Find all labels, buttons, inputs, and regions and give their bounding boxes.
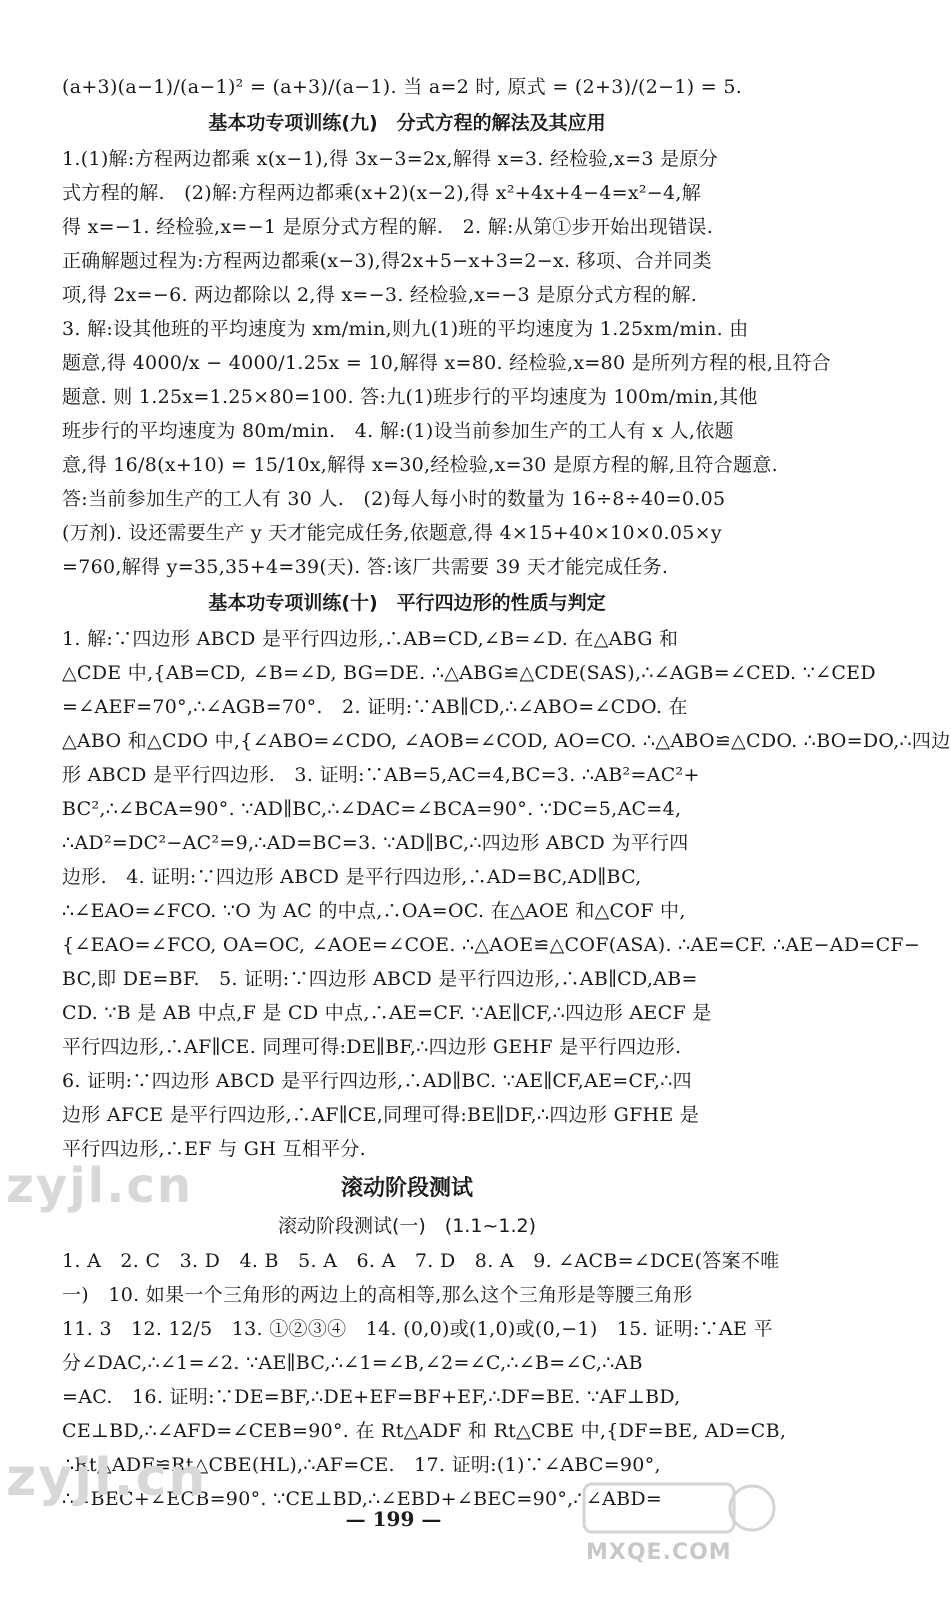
text-line: 式方程的解. (2)解:方程两边都乘(x+2)(x−2),得 x²+4x+4−4=x²−4,解 (62, 182, 702, 204)
heading-training-9: 基本功专项训练(九) 分式方程的解法及其应用 (208, 112, 606, 134)
text-line: 题意. 则 1.25x=1.25×80=100. 答:九(1)班步行的平均速度为 100m/min,其他 (62, 386, 758, 408)
text-line: {∠EAO=∠FCO, OA=OC, ∠AOE=∠COE. ∴△AOE≌△COF(ASA). ∴AE=CF. ∴AE−AD=CF− (62, 934, 921, 956)
text-line: △ABO 和△CDO 中,{∠ABO=∠CDO, ∠AOB=∠COD, AO=CO. ∴△ABO≌△CDO. ∴BO=DO,∴四边 (62, 730, 951, 752)
text-line: =AC. 16. 证明:∵DE=BF,∴DE+EF=BF+EF,∴DF=BE. ∵AF⊥BD, (62, 1386, 681, 1408)
text-line: 6. 证明:∵四边形 ABCD 是平行四边形,∴AD∥BC. ∵AE∥CF,AE=CF,∴四 (62, 1070, 692, 1092)
text-line: ∴Rt△ADF≌Rt△CBE(HL),∴AF=CE. 17. 证明:(1)∵∠ABC=90°, (62, 1454, 661, 1476)
text-line: △CDE 中,{AB=CD, ∠B=∠D, BG=DE. ∴△ABG≌△CDE(SAS),∴∠AGB=∠CED. ∵∠CED (62, 662, 876, 684)
text-line: =∠AEF=70°,∴∠AGB=70°. 2. 证明:∵AB∥CD,∴∠ABO=∠CDO. 在 (62, 696, 688, 718)
text-line: 1. A 2. C 3. D 4. B 5. A 6. A 7. D 8. A 9. ∠ACB=∠DCE(答案不唯 (62, 1250, 780, 1272)
text-line: 平行四边形,∴AF∥CE. 同理可得:DE∥BF,∴四边形 GEHF 是平行四边形. (62, 1036, 682, 1058)
text-line: BC,即 DE=BF. 5. 证明:∵四边形 ABCD 是平行四边形,∴AB∥CD,AB= (62, 968, 698, 990)
watermark-text: zyjl.cn (6, 1448, 208, 1508)
text-line: (a+3)(a−1)/(a−1)² = (a+3)/(a−1). 当 a=2 时, 原式 = (2+3)/(2−1) = 5. (62, 76, 743, 98)
text-line: 得 x=−1. 经检验,x=−1 是原分式方程的解. 2. 解:从第①步开始出现错误. (62, 216, 714, 238)
text-line: ∴∠EAO=∠FCO. ∵O 为 AC 的中点,∴OA=OC. 在△AOE 和△COF 中, (62, 900, 686, 922)
watermark-text: zyjl.cn (6, 1158, 193, 1214)
text-line: 一) 10. 如果一个三角形的两边上的高相等,那么这个三角形是等腰三角形 (62, 1284, 693, 1306)
sub-title: 滚动阶段测试(一) (1.1~1.2) (277, 1215, 536, 1237)
text-line: (万剂). 设还需要生产 y 天才能完成任务,依题意,得 4×15+40×10×0.05×y (62, 522, 722, 544)
text-line: 1.(1)解:方程两边都乘 x(x−1),得 3x−3=2x,解得 x=3. 经检验,x=3 是原分 (62, 148, 719, 170)
text-line: 平行四边形,∴EF 与 GH 互相平分. (62, 1138, 366, 1160)
text-line: ∴∠BEC+∠ECB=90°. ∵CE⊥BD,∴∠EBD+∠BEC=90°,∴∠ABD= (62, 1488, 663, 1510)
text-line: CD. ∵B 是 AB 中点,F 是 CD 中点,∴AE=CF. ∵AE∥CF,∴四边形 AECF 是 (62, 1002, 712, 1024)
section-title: 滚动阶段测试 (340, 1176, 473, 1201)
text-line: 11. 3 12. 12/5 13. ①②③④ 14. (0,0)或(1,0)或(0,−1) 15. 证明:∵AE 平 (62, 1318, 773, 1340)
text-line: 分∠DAC,∴∠1=∠2. ∵AE∥BC,∴∠1=∠B,∠2=∠C,∴∠B=∠C,∴AB (62, 1352, 643, 1374)
text-line: 边形. 4. 证明:∵四边形 ABCD 是平行四边形,∴AD=BC,AD∥BC, (62, 866, 642, 888)
text-line: 形 ABCD 是平行四边形. 3. 证明:∵AB=5,AC=4,BC=3. ∴AB²=AC²+ (62, 764, 700, 786)
text-line: 答:当前参加生产的工人有 30 人. (2)每人每小时的数量为 16÷8÷40=0.05 (62, 488, 726, 510)
text-line: 边形 AFCE 是平行四边形,∴AF∥CE,同理可得:BE∥DF,∴四边形 GFHE 是 (62, 1104, 700, 1126)
text-line: ∴AD²=DC²−AC²=9,∴AD=BC=3. ∵AD∥BC,∴四边形 ABCD 为平行四 (62, 832, 689, 854)
text-line: 班步行的平均速度为 80m/min. 4. 解:(1)设当前参加生产的工人有 x 人,依题 (62, 420, 734, 442)
page-body (62, 70, 951, 1516)
text-line: =760,解得 y=35,35+4=39(天). 答:该厂共需要 39 天才能完成任务. (62, 556, 669, 578)
text-line: BC²,∴∠BCA=90°. ∵AD∥BC,∴∠DAC=∠BCA=90°. ∵DC=5,AC=4, (62, 798, 682, 820)
text-line: CE⊥BD,∴∠AFD=∠CEB=90°. 在 Rt△ADF 和 Rt△CBE 中,{DF=BE, AD=CB, (62, 1420, 787, 1442)
text-line: 题意,得 4000/x − 4000/1.25x = 10,解得 x=80. 经检验,x=80 是所列方程的根,且符合 (62, 352, 832, 374)
heading-training-10: 基本功专项训练(十) 平行四边形的性质与判定 (208, 592, 606, 614)
text-line: 项,得 2x=−6. 两边都除以 2,得 x=−3. 经检验,x=−3 是原分式方程的解. (62, 284, 698, 306)
section-10 (62, 622, 951, 1166)
text-line: 1. 解:∵四边形 ABCD 是平行四边形,∴AB=CD,∠B=∠D. 在△ABG 和 (62, 628, 679, 650)
section-9 (62, 142, 832, 584)
text-line: 3. 解:设其他班的平均速度为 xm/min,则九(1)班的平均速度为 1.25xm/min. 由 (62, 318, 749, 340)
watermark-text: MXQE.COM (586, 1540, 732, 1565)
page-number: — 199 — (345, 1507, 442, 1531)
text-line: 意,得 16/8(x+10) = 15/10x,解得 x=30,经检验,x=30 是原方程的解,且符合题意. (62, 454, 778, 476)
text-line: 正确解题过程为:方程两边都乘(x−3),得2x+5−x+3=2−x. 移项、合并同类 (62, 250, 712, 272)
